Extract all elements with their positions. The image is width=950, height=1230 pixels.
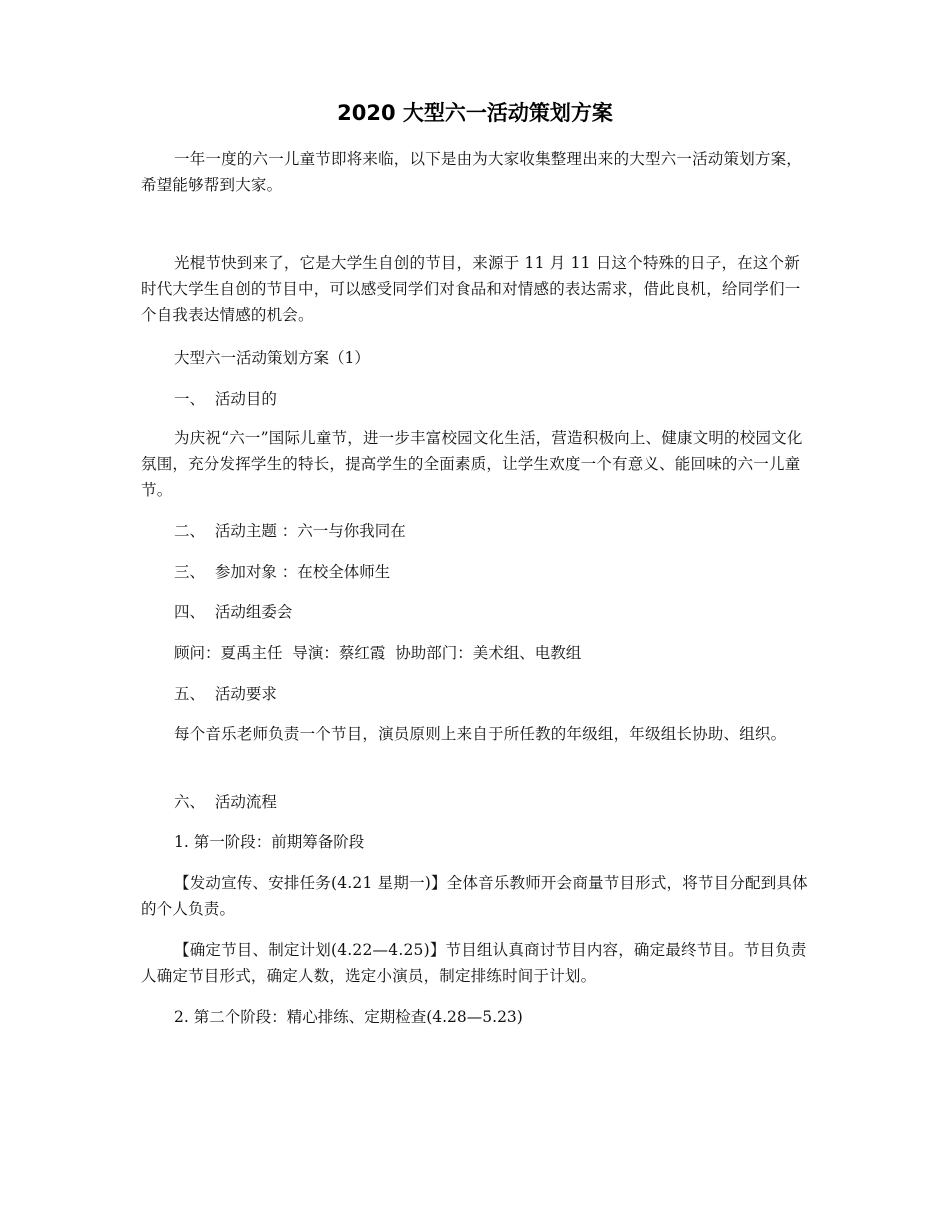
heading-purpose: 一、 活动目的	[174, 390, 277, 408]
intro-paragraph: 一年一度的六一儿童节即将来临，以下是由为大家收集整理出来的大型六一活动策划方案，希望能够帮到大家。	[141, 150, 803, 194]
step1-confirm-paragraph: 【确定节目、制定计划(4.22—4.25)】节目组认真商讨节目内容，确定最终节目。节目负责人确定节目形式，确定人数，选定小演员，制定排练时间于计划。	[141, 941, 807, 985]
guanggun-paragraph: 光棍节快到来了，它是大学生自创的节目，来源于 11 月 11 日这个特殊的日子，在这个新时代大学生自创的节目中，可以感受同学们对食品和对情感的表达需求，借此良机，给同学们一个自我表达情感的机会。	[141, 254, 801, 324]
requirement-paragraph: 每个音乐老师负责一个节目，演员原则上来自于所任教的年级组，年级组长协助、组织。	[174, 725, 787, 743]
document-title: 2020 大型六一活动策划方案	[337, 101, 613, 125]
heading-theme: 二、 活动主题 ：六一与你我同在	[174, 522, 406, 540]
step1-mobilize-paragraph: 【发动宣传、安排任务(4.21 星期一)】全体音乐教师开会商量节目形式，将节目分配到具体的个人负责。	[141, 874, 808, 918]
heading-process: 六、 活动流程	[174, 793, 277, 811]
heading-committee: 四、 活动组委会	[174, 603, 293, 621]
section-title: 大型六一活动策划方案（1）	[174, 349, 370, 367]
heading-participants: 三、 参加对象 ：在校全体师生	[174, 563, 391, 581]
step2-heading: 2. 第二个阶段：精心排练、定期检查(4.28—5.23)	[174, 1008, 523, 1026]
step1-heading: 1. 第一阶段：前期筹备阶段	[174, 833, 365, 851]
purpose-paragraph: 为庆祝“六一”国际儿童节，进一步丰富校园文化生活，营造积极向上、健康文明的校园文化氛围，充分发挥学生的特长，提高学生的全面素质，让学生欢度一个有意义、能回味的六一儿童节。	[141, 429, 803, 499]
heading-requirements: 五、 活动要求	[174, 685, 277, 703]
committee-line: 顾问：夏禹主任 导演：蔡红霞 协助部门：美术组、电教组	[174, 644, 582, 662]
